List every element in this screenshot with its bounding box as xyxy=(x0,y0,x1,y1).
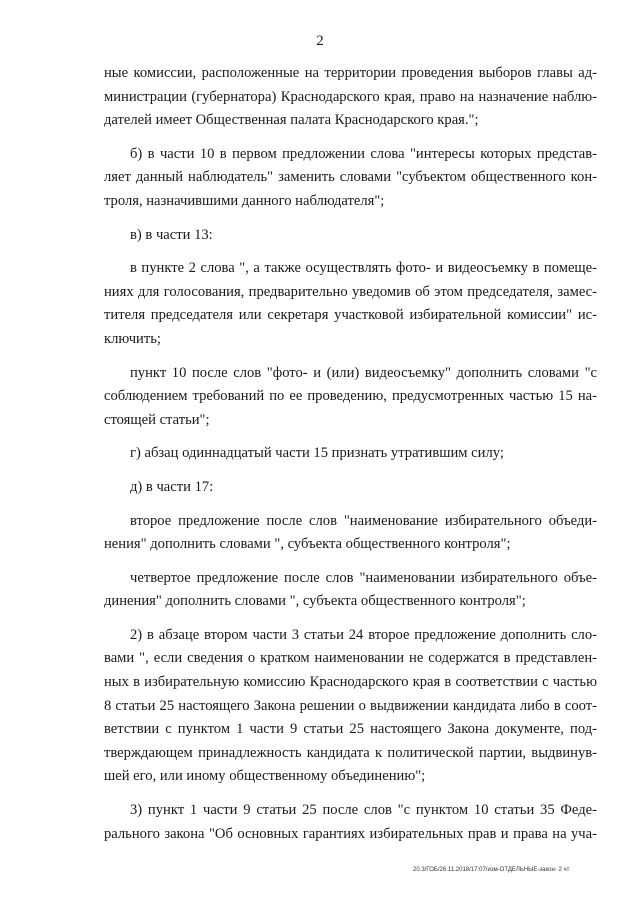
text-line: дателей имеет Общественная палата Краснодарского края."; xyxy=(104,112,479,129)
text-line: ляет данный наблюдатель" заменить словами "субъектом общественного кон- xyxy=(104,169,597,186)
text-line: троля, назначившими данного наблюдателя"; xyxy=(104,192,385,209)
document-body xyxy=(104,62,597,846)
text-line: рального закона "Об основных гарантиях избирательных прав и права на уча- xyxy=(104,825,597,842)
text-line: шей его, или иному общественному объединению"; xyxy=(104,768,426,785)
text-line: 8 статьи 25 настоящего Закона решении о выдвижении кандидата либо в соот- xyxy=(104,697,597,714)
text-line: второе предложение после слов "наименование избирательного объеди- xyxy=(130,512,597,529)
text-line: ниях для голосования, предварительно уведомив об этом председателя, замес- xyxy=(104,283,597,300)
text-line: г) абзац одиннадцатый части 15 признать утратившим силу; xyxy=(130,445,504,462)
text-line: министрации (губернатора) Краснодарского края, право на назначение наблю- xyxy=(104,88,597,105)
text-line: ных в избирательную комиссию Краснодарского края в соответствии с частью xyxy=(104,674,597,691)
text-line: четвертое предложение после слов "наименовании избирательного объе- xyxy=(130,569,597,586)
text-line: б) в части 10 в первом предложении слова "интересы которых представ- xyxy=(130,145,597,162)
text-line: вами ", если сведения о кратком наименовании не содержатся в представлен- xyxy=(104,650,597,667)
text-line: в) в части 13: xyxy=(130,226,213,243)
text-line: динения" дополнить словами ", субъекта общественного контроля"; xyxy=(104,593,526,610)
text-line: в пункте 2 слова ", а также осуществлять фото- и видеосъемку в помеще- xyxy=(130,260,597,277)
page-number: 2 xyxy=(316,33,324,49)
text-line: ные комиссии, расположенные на территории проведения выборов главы ад- xyxy=(104,65,597,81)
text-line: ключить; xyxy=(104,330,161,347)
text-line: пункт 10 после слов "фото- и (или) видеосъемку" дополнить словами "с xyxy=(130,364,597,381)
footer-stamp: 20.3/ГОБ/26.11.2018/17:07/изм-ОТДЕЛЬНЫЕ-закон- 2 чт xyxy=(413,867,570,873)
text-line: д) в части 17: xyxy=(130,478,214,495)
text-line: соблюдением требований по ее проведению, предусмотренных частью 15 на- xyxy=(104,388,597,405)
text-line: стоящей статьи"; xyxy=(104,411,210,428)
text-line: нения" дополнить словами ", субъекта общественного контроля"; xyxy=(104,536,511,553)
text-line: 3) пункт 1 части 9 статьи 25 после слов "с пунктом 10 статьи 35 Феде- xyxy=(130,802,597,819)
text-line: тителя председателя или секретаря участковой избирательной комиссии" ис- xyxy=(104,307,597,324)
text-line: тверждающем принадлежность кандидата к политической партии, выдвинув- xyxy=(104,744,597,761)
text-line: 2) в абзаце втором части 3 статьи 24 второе предложение дополнить сло- xyxy=(130,626,597,643)
text-line: ветствии с пунктом 1 части 9 статьи 25 настоящего Закона документе, под- xyxy=(104,721,597,738)
